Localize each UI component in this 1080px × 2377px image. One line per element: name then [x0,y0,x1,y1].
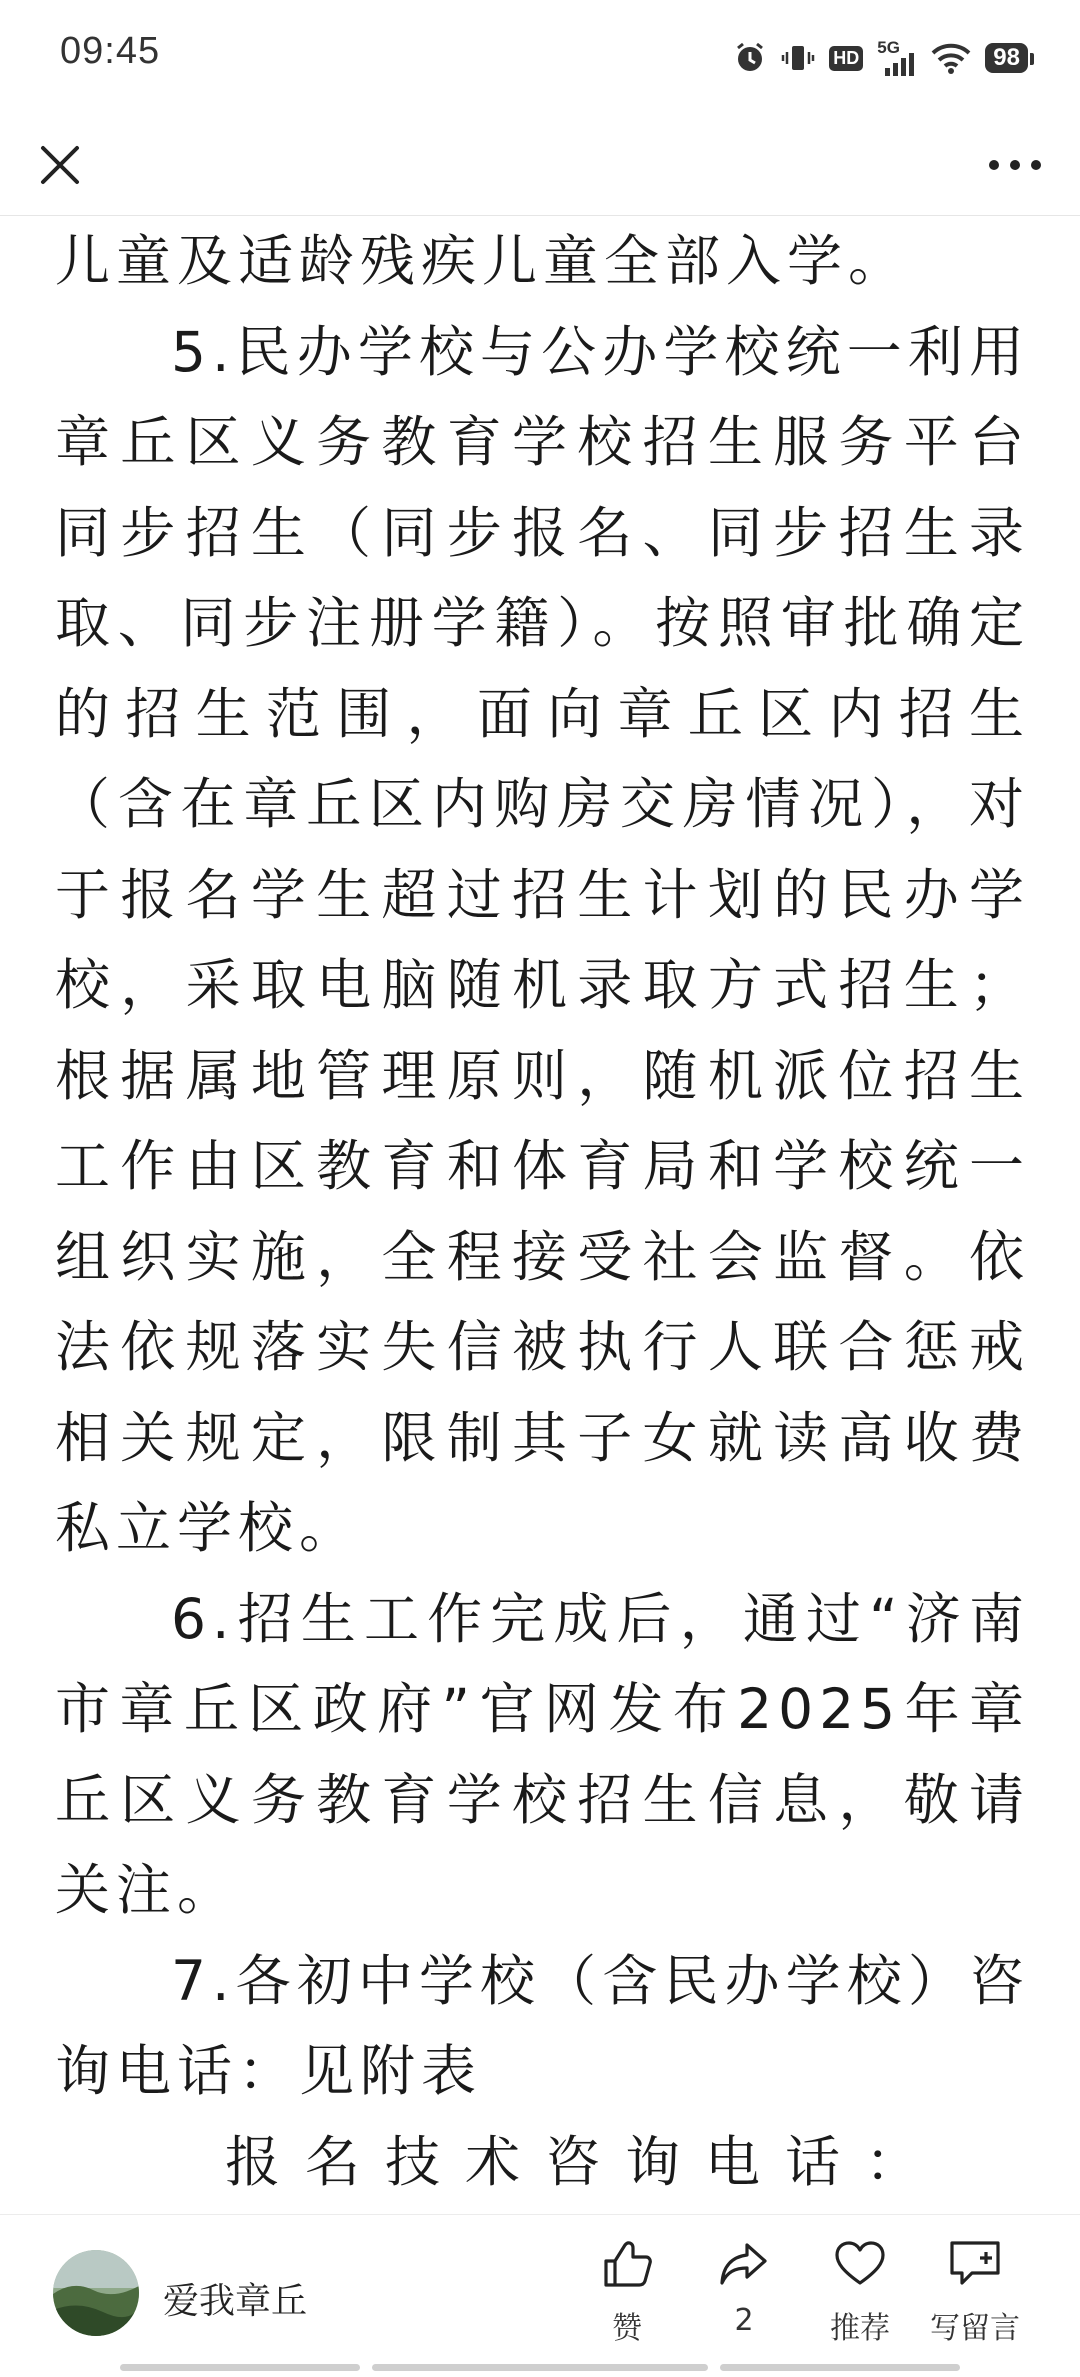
close-icon [39,144,81,186]
account-avatar[interactable] [53,2250,139,2336]
home-indicator-center [372,2364,708,2371]
like-label: 赞 [612,2311,642,2346]
share-button[interactable] [689,2237,799,2357]
recommend-label: 推荐 [830,2311,890,2346]
status-icons [733,38,1028,78]
article-paragraph-6: 6.招生工作完成后，通过“济南市章丘区政府”官网发布2025年章丘区义务教育学校招生信息，敬请关注。 [55,1586,1030,1922]
vibrate-icon [781,41,815,75]
wifi-icon [931,42,971,74]
thumbs-up-icon [600,2237,654,2291]
account-name[interactable]: 爱我章丘 [163,2281,308,2322]
tech-phone-number [55,2207,1030,2208]
share-arrow-icon [717,2237,771,2291]
close-button[interactable] [30,135,90,195]
like-button[interactable] [572,2237,682,2357]
comment-button[interactable] [920,2237,1030,2357]
battery-icon: 98 [985,43,1028,73]
bottom-action-bar [0,2214,1080,2377]
more-options-button[interactable] [980,135,1050,195]
article-paragraph-intro: 儿童及适龄残疾儿童全部入学。 [55,229,910,293]
article-body [55,216,1030,2208]
status-bar [0,0,1080,115]
top-nav [0,115,1080,216]
article-paragraph-5: 5.民办学校与公办学校统一利用章丘区义务教育学校招生服务平台同步招生（同步报名、同步招生录取、同步注册学籍）。按照审批确定的招生范围，面向章丘区内招生（含在章丘区内购房交房情况），对于报名学生超过招生计划的民办学校，采取电脑随机录取方式招生；根据属地管理原则，随机派位招生工作由区教育和体育局和学校统一组织实施，全程接受社会监督。依法依规落实失信被执行人联合惩戒相关规定，限制其子女就读高收费私立学校。 [55,319,1030,1560]
status-time: 09:45 [60,30,161,72]
share-count: 2 [734,2303,754,2338]
alarm-icon [733,41,767,75]
recommend-button[interactable] [805,2237,915,2357]
heart-icon [833,2237,887,2291]
cellular-signal-icon: 5G [877,40,917,76]
hd-icon: HD [829,46,863,71]
home-indicator-right [720,2364,960,2371]
home-indicator-left [120,2364,360,2371]
tech-phone-label: 报名技术咨询电话： [225,2129,946,2194]
comment-label: 写留言 [930,2311,1020,2346]
more-icon [987,158,1043,172]
article-paragraph-7: 7.各初中学校（含民办学校）咨询电话：见附表 [55,1948,1030,2103]
comment-add-icon [946,2237,1004,2291]
